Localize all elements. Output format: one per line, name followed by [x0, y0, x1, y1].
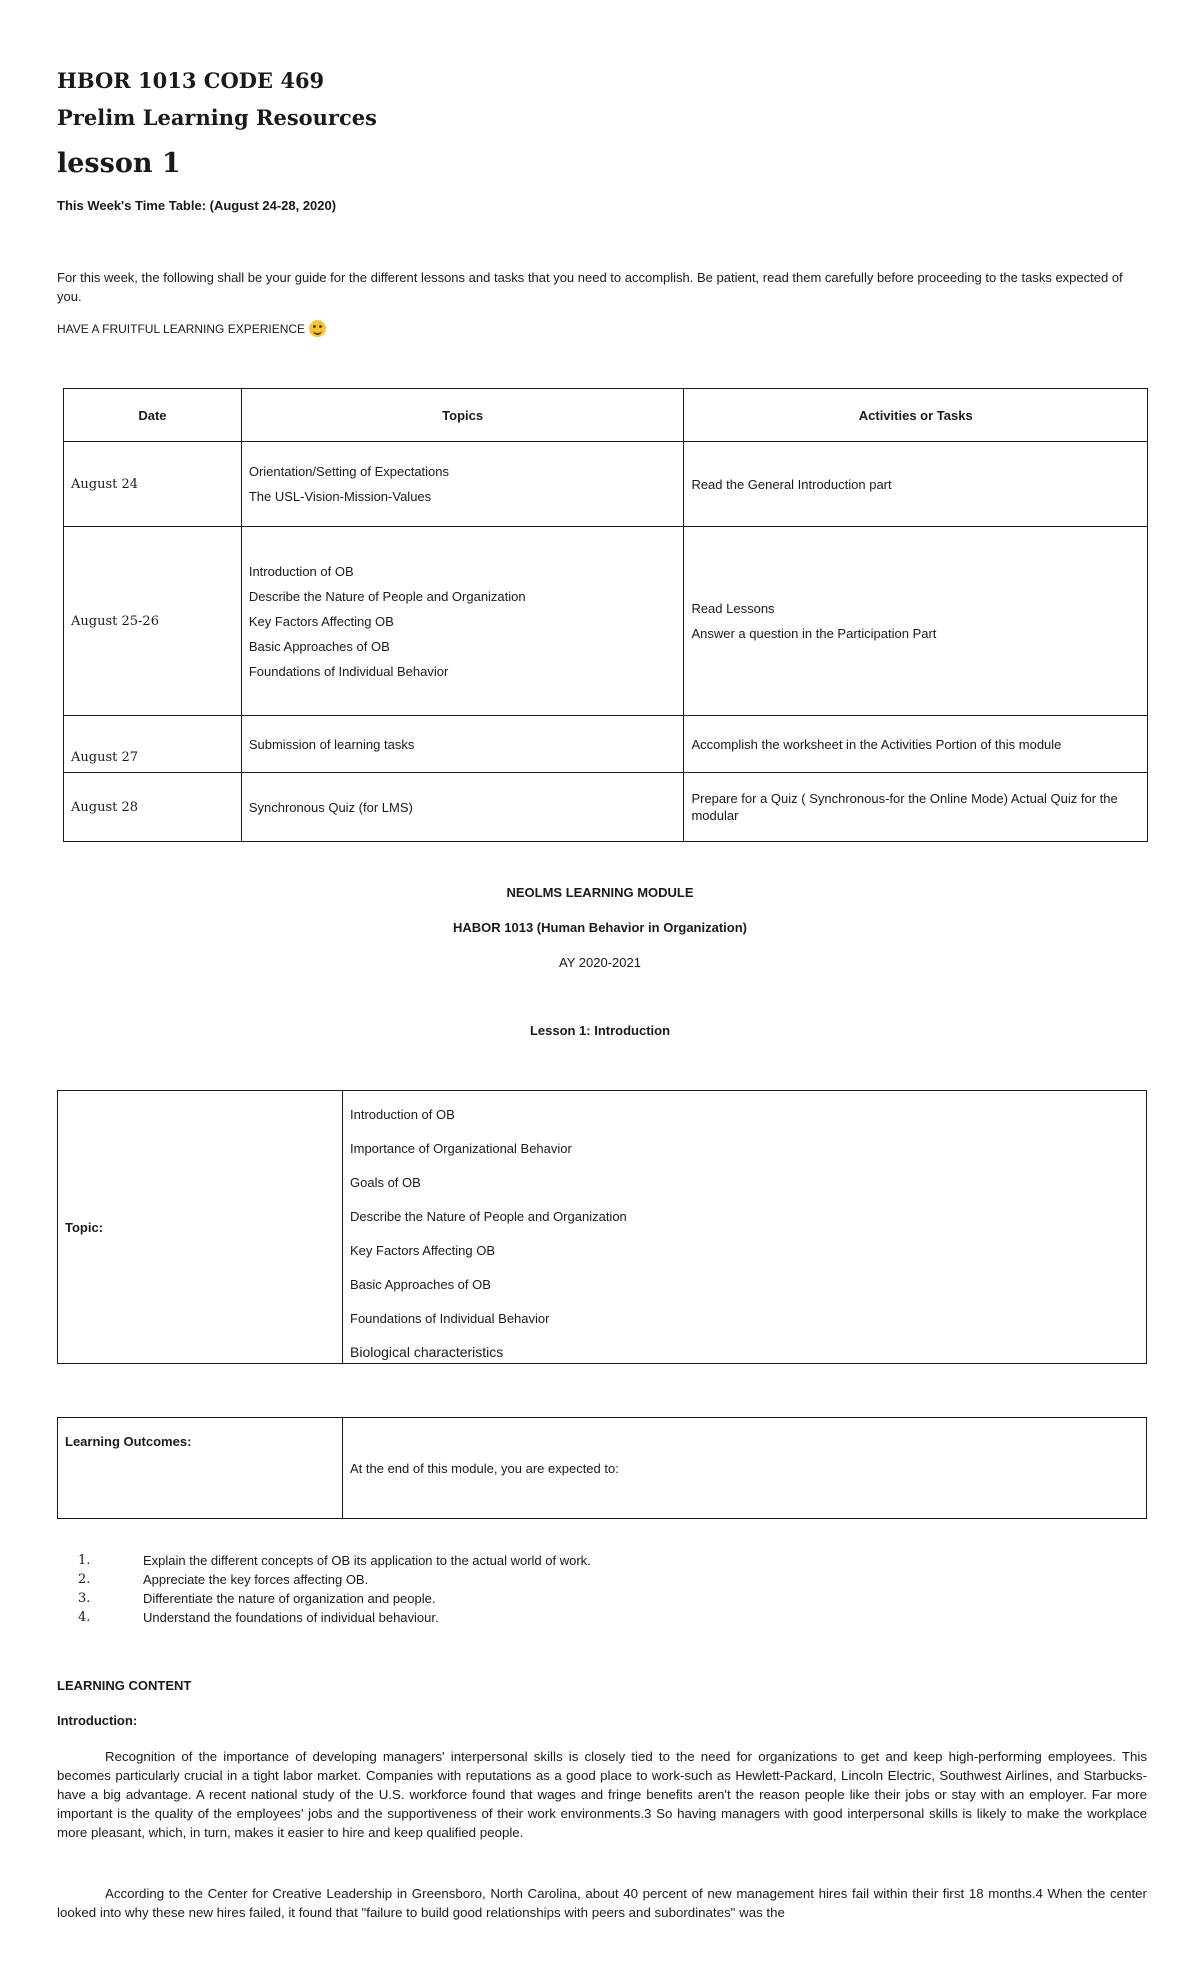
introduction-paragraph: Recognition of the importance of developing managers' interpersonal skills is closely tied to the need for organizations to get and keep high-performing employees. This becomes particularly crucial in a tight labor market. Companies with reputations as a good place to work-such as Hewlett-Packard, Lincoln Electric, Southwest Airlines, and Starbucks-have a big advantage. A recent national study of the U.S. workforce found that wages and fringe benefits aren't the reason people like their jobs or stay with an employer. Far more important is the quality of the employees' jobs and the supportiveness of their work environments.3 So having managers with good interpersonal skills is likely to make the workplace more pleasant, which, in turn, makes it easier to hire and keep qualified people. [57, 1749, 1147, 1840]
schedule-table [63, 388, 1148, 842]
outcome-item [78, 1553, 591, 1572]
schedule-header-topics: Topics [241, 389, 684, 442]
schedule-topics [241, 442, 684, 527]
schedule-row [64, 442, 1148, 527]
topic-item: Foundations of Individual Behavior [350, 1311, 550, 1326]
topic-item: Introduction of OB [350, 1107, 455, 1122]
guide-text: For this week, the following shall be your guide for the different lessons and tasks that you need to accomplish. Be patient, read them carefully before proceeding to the tasks expected of you. [57, 270, 1123, 304]
lesson-label: lesson 1 [57, 148, 181, 179]
schedule-row [64, 773, 1148, 842]
module-year: AY 2020-2021 [559, 955, 641, 970]
topic-list [343, 1091, 1147, 1364]
module-lesson: Lesson 1: Introduction [529, 1023, 671, 1038]
schedule-row [64, 716, 1148, 773]
task-line: Answer a question in the Participation Part [691, 626, 937, 641]
outcome-item [78, 1572, 591, 1591]
topic-row [58, 1091, 1147, 1364]
topic-line: Basic Approaches of OB [248, 638, 390, 654]
task-line: Prepare for a Quiz ( Synchronous-for the Online Mode) Actual Quiz for the modular [691, 791, 1118, 823]
schedule-date: August 27 [64, 716, 242, 773]
topic-line: The USL-Vision-Mission-Values [248, 489, 432, 504]
topic-item: Describe the Nature of People and Organization [350, 1209, 627, 1224]
module-title: NEOLMS LEARNING MODULE [506, 885, 694, 900]
topic-item: Biological characteristics [350, 1344, 504, 1360]
outcome-number: 2. [78, 1572, 91, 1587]
schedule-topics [241, 527, 684, 716]
topic-item: Basic Approaches of OB [350, 1277, 491, 1292]
fruitful-label: HAVE A FRUITFUL LEARNING EXPERIENCE [57, 322, 306, 336]
topic-line: Synchronous Quiz (for LMS) [248, 799, 413, 815]
schedule-tasks [684, 527, 1148, 716]
topic-item: Importance of Organizational Behavior [350, 1141, 572, 1156]
schedule-date: August 25-26 [64, 527, 242, 716]
outcome-item [78, 1610, 591, 1629]
outcome-number: 4. [78, 1610, 91, 1625]
topic-line: Describe the Nature of People and Organization [248, 588, 526, 604]
task-line: Read the General Introduction part [691, 476, 892, 492]
schedule-topics [241, 773, 684, 842]
outcomes-intro: At the end of this module, you are expected to: [343, 1418, 1147, 1519]
schedule-header-row [64, 389, 1148, 442]
schedule-row [64, 527, 1148, 716]
smile-emoji-icon [309, 320, 326, 337]
timetable-label: This Week's Time Table: (August 24-28, 2020) [57, 198, 337, 213]
outcome-text: Appreciate the key forces affecting OB. [143, 1572, 369, 1587]
course-code: HBOR 1013 CODE 469 [57, 68, 325, 93]
outcome-text: Differentiate the nature of organization and people. [143, 1591, 436, 1606]
schedule-tasks [684, 773, 1148, 842]
topic-line: Foundations of Individual Behavior [248, 663, 449, 679]
outcomes-list [78, 1553, 591, 1629]
schedule-topics [241, 716, 684, 773]
outcomes-row [58, 1418, 1147, 1519]
topic-item: Goals of OB [350, 1175, 421, 1190]
topic-line: Submission of learning tasks [248, 736, 415, 752]
topic-label: Topic: [58, 1091, 343, 1364]
resource-title: Prelim Learning Resources [57, 105, 377, 130]
task-line: Read Lessons [691, 601, 775, 616]
schedule-date: August 28 [64, 773, 242, 842]
topic-line: Key Factors Affecting OB [248, 613, 394, 629]
fruitful-text [57, 320, 326, 337]
outcomes-table [57, 1417, 1147, 1519]
outcome-number: 3. [78, 1591, 91, 1606]
introduction-heading: Introduction: [57, 1713, 138, 1728]
outcome-item [78, 1591, 591, 1610]
learning-content-heading: LEARNING CONTENT [57, 1678, 192, 1693]
outcome-text: Understand the foundations of individual behaviour. [143, 1610, 439, 1625]
topic-line: Introduction of OB [248, 563, 354, 579]
outcome-text: Explain the different concepts of OB its application to the actual world of work. [143, 1553, 591, 1568]
introduction-paragraph: According to the Center for Creative Leadership in Greensboro, North Carolina, about 40 percent of new management hires fail within their first 18 months.4 When the center looked into why these new hires failed, it found that "failure to build good relationships with peers and subordinates" was the [57, 1886, 1147, 1920]
schedule-header-tasks: Activities or Tasks [684, 389, 1148, 442]
topic-item: Key Factors Affecting OB [350, 1243, 495, 1258]
module-course: HABOR 1013 (Human Behavior in Organization) [453, 920, 747, 935]
schedule-tasks [684, 716, 1148, 773]
topic-table [57, 1090, 1147, 1364]
outcome-number: 1. [78, 1553, 91, 1568]
task-line: Accomplish the worksheet in the Activities Portion of this module [691, 736, 1062, 752]
schedule-date: August 24 [64, 442, 242, 527]
topic-line: Orientation/Setting of Expectations [248, 464, 450, 479]
outcomes-label: Learning Outcomes: [58, 1418, 343, 1519]
schedule-tasks [684, 442, 1148, 527]
schedule-header-date: Date [64, 389, 242, 442]
